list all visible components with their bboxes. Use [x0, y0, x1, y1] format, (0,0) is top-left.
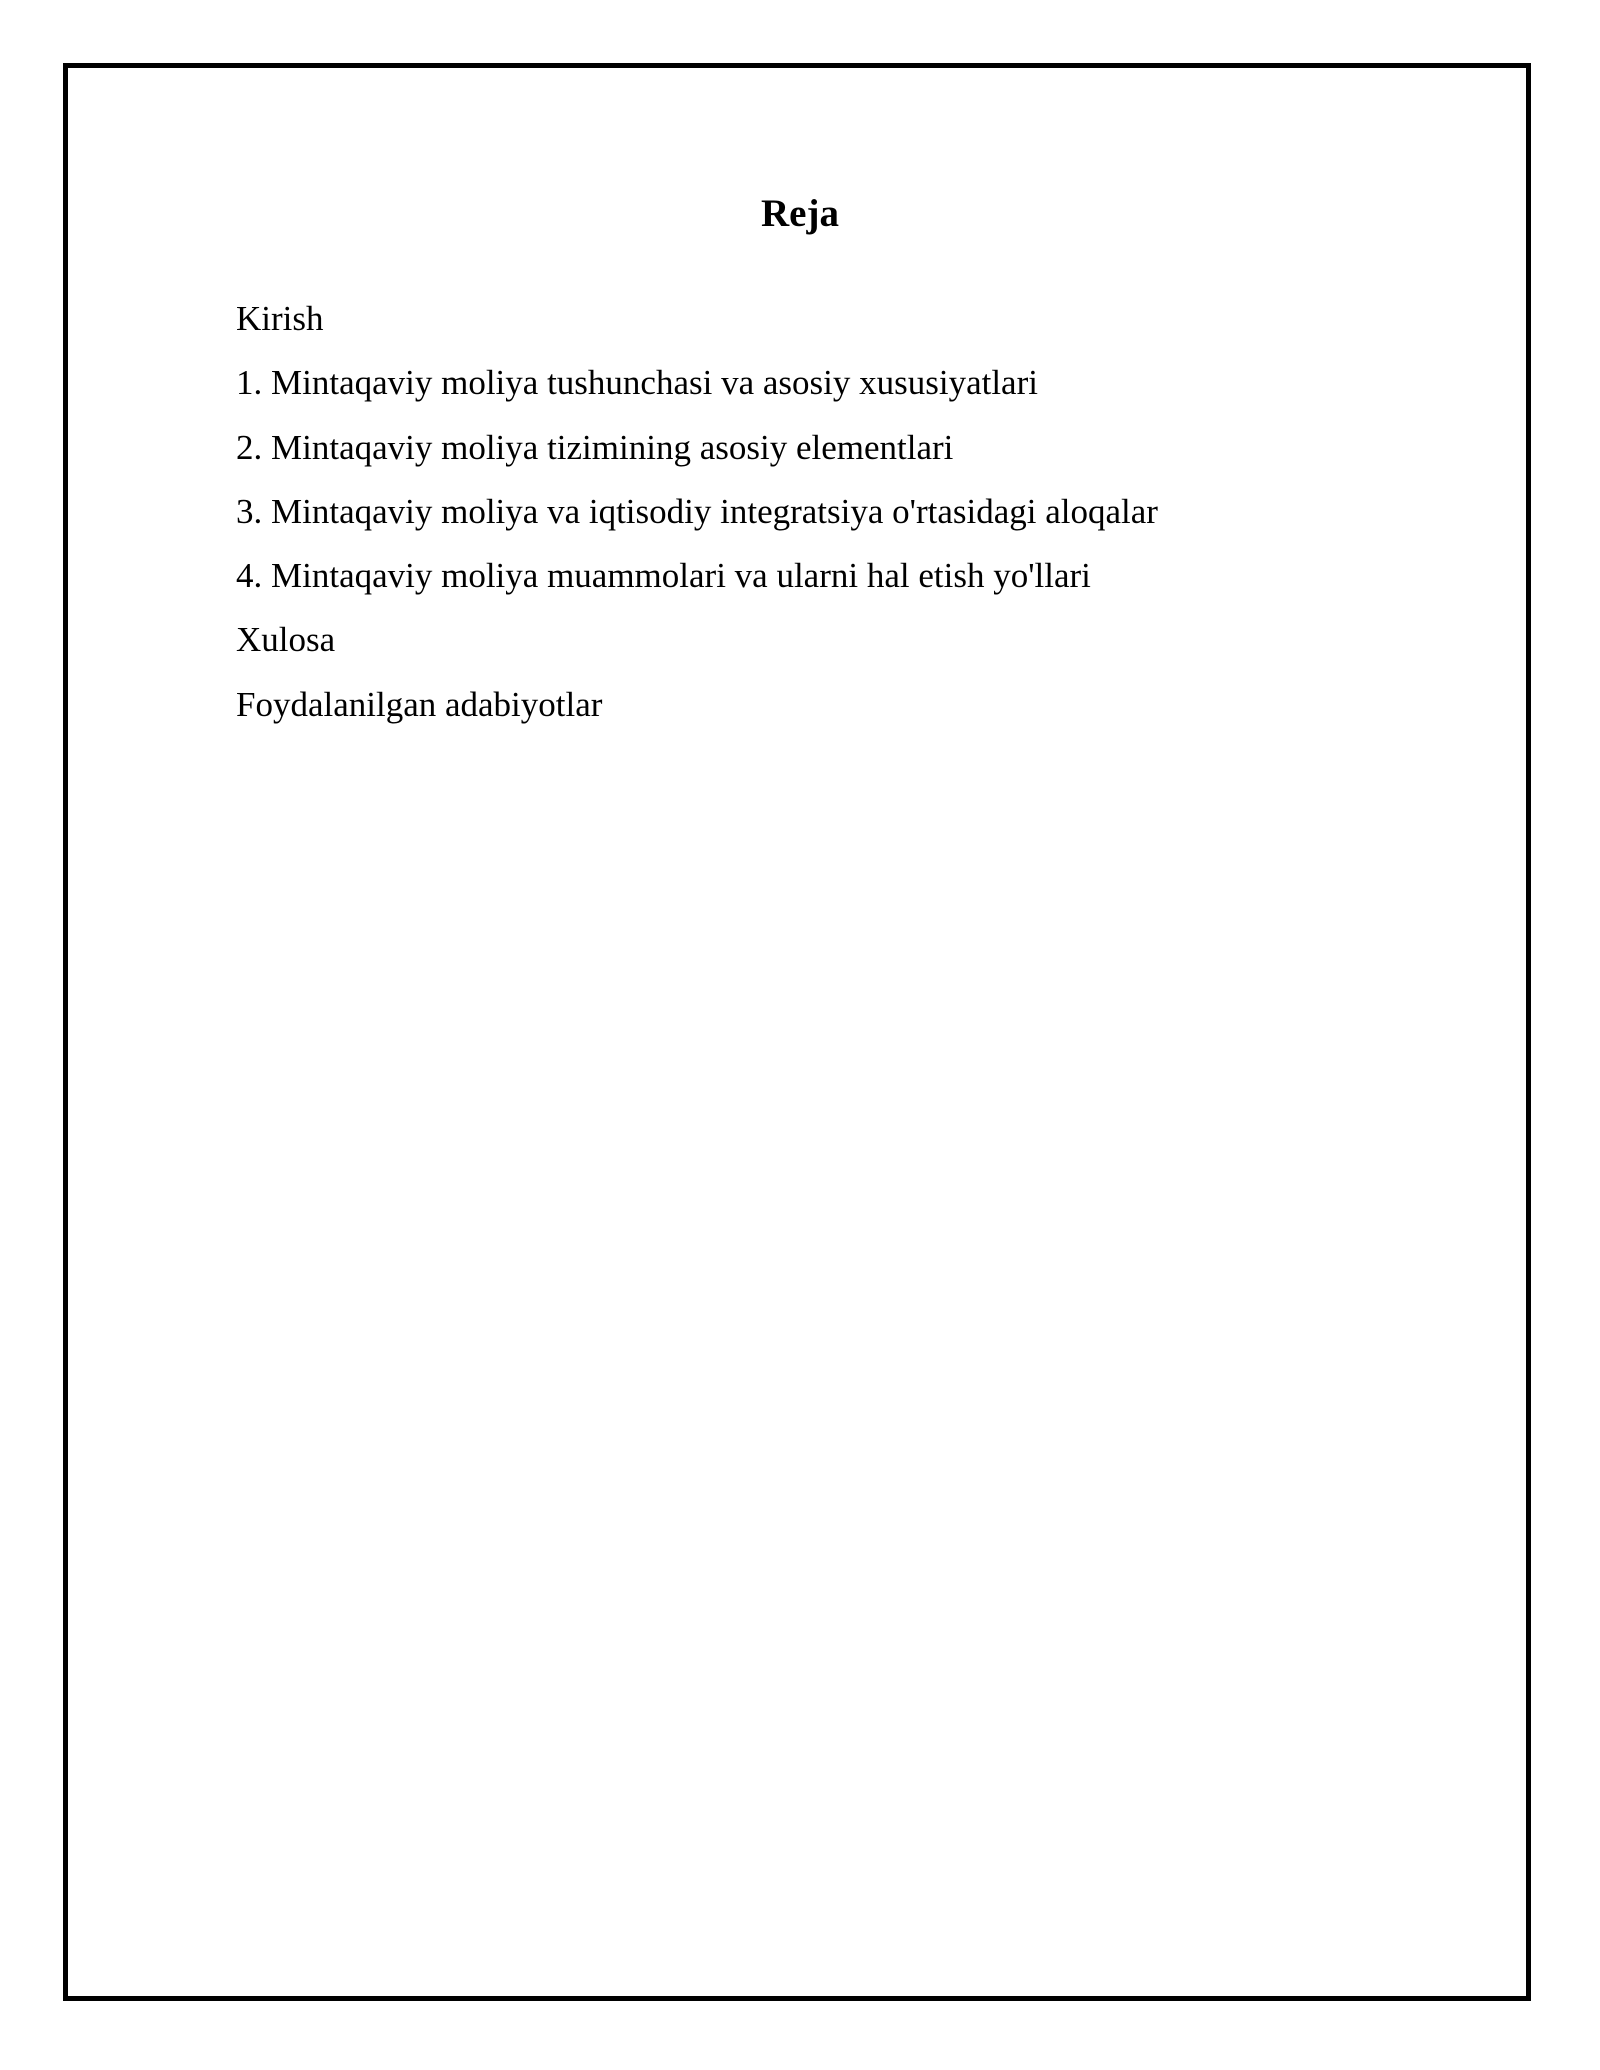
toc-item-conclusion: Xulosa — [236, 620, 336, 660]
page-title: Reja — [761, 192, 839, 235]
toc-item-introduction: Kirish — [236, 299, 324, 338]
toc-item-references: Foydalanilgan adabiyotlar — [236, 684, 603, 724]
table-of-contents — [236, 287, 1158, 737]
toc-item-2: 2. Mintaqaviy moliya tizimining asosiy elementlari — [236, 427, 954, 467]
toc-item-1: 1. Mintaqaviy moliya tushunchasi va asosiy xususiyatlari — [236, 363, 1038, 403]
toc-item-4: 4. Mintaqaviy moliya muammolari va ularni hal etish yo'llari — [236, 556, 1091, 596]
toc-item-3: 3. Mintaqaviy moliya va iqtisodiy integratsiya o'rtasidagi aloqalar — [236, 491, 1158, 531]
